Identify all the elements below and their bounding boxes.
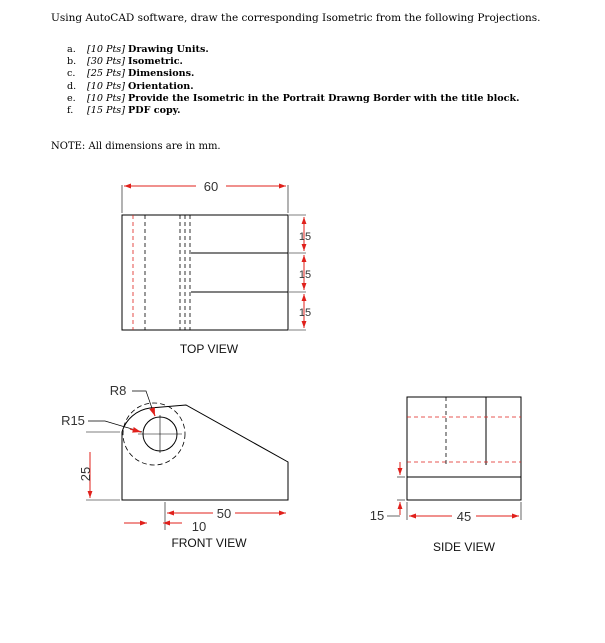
side-view-outline <box>407 397 521 500</box>
top-view-title: TOP VIEW <box>179 342 239 356</box>
task-points: [30 Pts] <box>87 56 125 68</box>
note-text: NOTE: All dimensions are in mm. <box>51 141 221 152</box>
side-dim-15-label: 15 <box>369 508 385 523</box>
front-dim-50-label: 50 <box>216 506 232 521</box>
top-view <box>122 179 311 356</box>
front-dim-10-label: 10 <box>191 519 207 534</box>
task-letter: c. <box>67 68 76 80</box>
task-label: Provide the Isometric in the Portrait Drawng Border with the title block. <box>128 92 520 104</box>
r15-leader-arrow <box>130 429 141 432</box>
side-view-title: SIDE VIEW <box>432 540 496 554</box>
task-label: Isometric. <box>128 56 183 68</box>
task-points: [10 Pts] <box>87 80 125 92</box>
side-dim-45-label: 45 <box>456 509 472 524</box>
task-label: Drawing Units. <box>128 44 209 55</box>
side-view <box>370 397 521 554</box>
r8-leader <box>132 391 154 414</box>
task-label: Dimensions. <box>128 68 195 80</box>
r8-leader-arrow <box>152 408 155 416</box>
task-points: [25 Pts] <box>87 68 125 80</box>
top-dim-width-label: 60 <box>203 179 219 194</box>
task-letter: f. <box>67 105 74 117</box>
front-dim-height-label: 25 <box>78 466 93 482</box>
task-letter: d. <box>67 80 77 92</box>
task-letter: e. <box>67 92 76 104</box>
task-letter: b. <box>67 56 77 68</box>
task-label: PDF copy. <box>128 105 181 117</box>
top-dim-right-label-2: 15 <box>298 269 312 281</box>
task-letter: a. <box>67 44 76 55</box>
task-points: [15 Pts] <box>87 105 125 117</box>
task-points: [10 Pts] <box>87 92 125 104</box>
front-dim-r15-label: R15 <box>61 413 85 428</box>
task-label: Orientation. <box>128 80 194 92</box>
front-dim-r8-label: R8 <box>109 383 127 398</box>
front-view-title: FRONT VIEW <box>171 536 247 550</box>
instruction-text: Using AutoCAD software, draw the corresponding Isometric from the following Projections. <box>51 12 541 24</box>
task-points: [10 Pts] <box>87 44 125 55</box>
top-view-outline <box>122 215 288 330</box>
top-dim-right-label-3: 15 <box>298 307 312 319</box>
front-view-outline <box>122 405 288 500</box>
front-view <box>61 383 288 550</box>
top-dim-right-label-1: 15 <box>298 231 312 243</box>
